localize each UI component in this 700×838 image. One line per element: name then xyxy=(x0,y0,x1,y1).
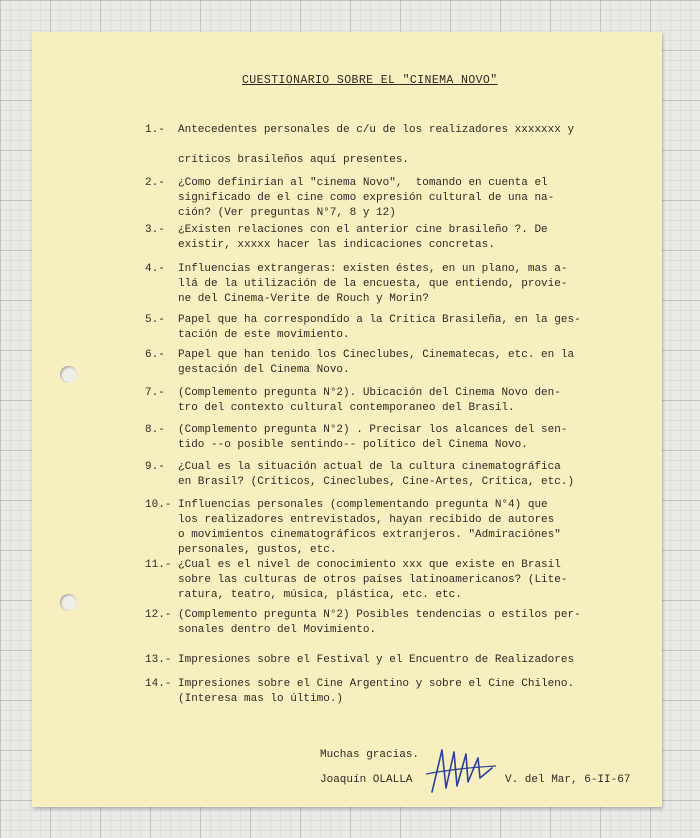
question-number: 4.- xyxy=(145,263,165,275)
question-number: 6.- xyxy=(145,349,165,361)
question-text: Antecedentes personales de c/u de los realizadores xxxxxxx y críticos brasileños aquí presentes. xyxy=(178,124,575,166)
question-number: 13.- xyxy=(145,654,172,666)
question-number: 8.- xyxy=(145,424,165,436)
punch-hole-lower xyxy=(60,594,77,611)
closing-text: Muchas gracias. xyxy=(320,749,420,761)
question-number: 10.- xyxy=(145,499,172,511)
question-text: ¿Cual es el nivel de conocimiento xxx que existe en Brasil sobre las culturas de otros países latinoamericanos? (Lite- ratura, teatro, música, plástica, etc. etc. xyxy=(178,559,568,601)
question-text: Influencias extrangeras: existen éstes, en un plano, mas a- llá de la utilización de la encuesta, que entiendo, provie- ne del Cinema-Verite de Rouch y Morin? xyxy=(178,263,568,305)
question-number: 12.- xyxy=(145,609,172,621)
question-text: Influencias personales (complementando pregunta N°4) que los realizadores entrevistados, hayan recibido de autores o movimientos cinematográficos extranjeros. "Admiraciónes" personales, gustos, etc. xyxy=(178,499,561,556)
question-number: 11.- xyxy=(145,559,172,571)
question-number: 9.- xyxy=(145,461,165,473)
question-number: 2.- xyxy=(145,177,165,189)
question-text: (Complemento pregunta N°2) . Precisar los alcances del sen- tido --o posible sentindo-- político del Cinema Novo. xyxy=(178,424,568,451)
question-text: Papel que han tenido los Cineclubes, Cinematecas, etc. en la gestación del Cinema Novo. xyxy=(178,349,575,376)
question-number: 14.- xyxy=(145,678,172,690)
punch-hole-upper xyxy=(60,366,77,383)
question-text: ¿Como definirían al "cinema Novo", tomando en cuenta el significado de el cine como expresión cultural de una na- ción? (Ver preguntas N°7, 8 y 12) xyxy=(178,177,555,219)
question-text: ¿Existen relaciones con el anterior cine brasileño ?. De existir, xxxxx hacer las indicaciones concretas. xyxy=(178,224,548,251)
handwritten-signature xyxy=(422,742,502,802)
signature-name: Joaquín OLALLA xyxy=(320,774,413,786)
question-text: Impresiones sobre el Festival y el Encuentro de Realizadores xyxy=(178,654,575,666)
question-text: Impresiones sobre el Cine Argentino y sobre el Cine Chileno. (Interesa mas lo último.) xyxy=(178,678,575,705)
document-sheet xyxy=(32,32,662,807)
question-text: (Complemento pregunta N°2). Ubicación del Cinema Novo den- tro del contexto cultural contemporaneo del Brasil. xyxy=(178,387,561,414)
question-number: 1.- xyxy=(145,124,165,136)
place-date: V. del Mar, 6-II-67 xyxy=(505,774,631,786)
question-number: 7.- xyxy=(145,387,165,399)
question-number: 3.- xyxy=(145,224,165,236)
question-text: ¿Cual es la situación actual de la cultura cinematográfica en Brasil? (Críticos, Cineclubes, Cine-Artes, Crítica, etc.) xyxy=(178,461,575,488)
question-text: (Complemento pregunta N°2) Posibles tendencias o estilos per- sonales dentro del Movimiento. xyxy=(178,609,581,636)
document-title: CUESTIONARIO SOBRE EL "CINEMA NOVO" xyxy=(242,74,498,87)
question-number: 5.- xyxy=(145,314,165,326)
question-text: Papel que ha correspondido a la Crítica Brasileña, en la ges- tación de este movimiento. xyxy=(178,314,581,341)
